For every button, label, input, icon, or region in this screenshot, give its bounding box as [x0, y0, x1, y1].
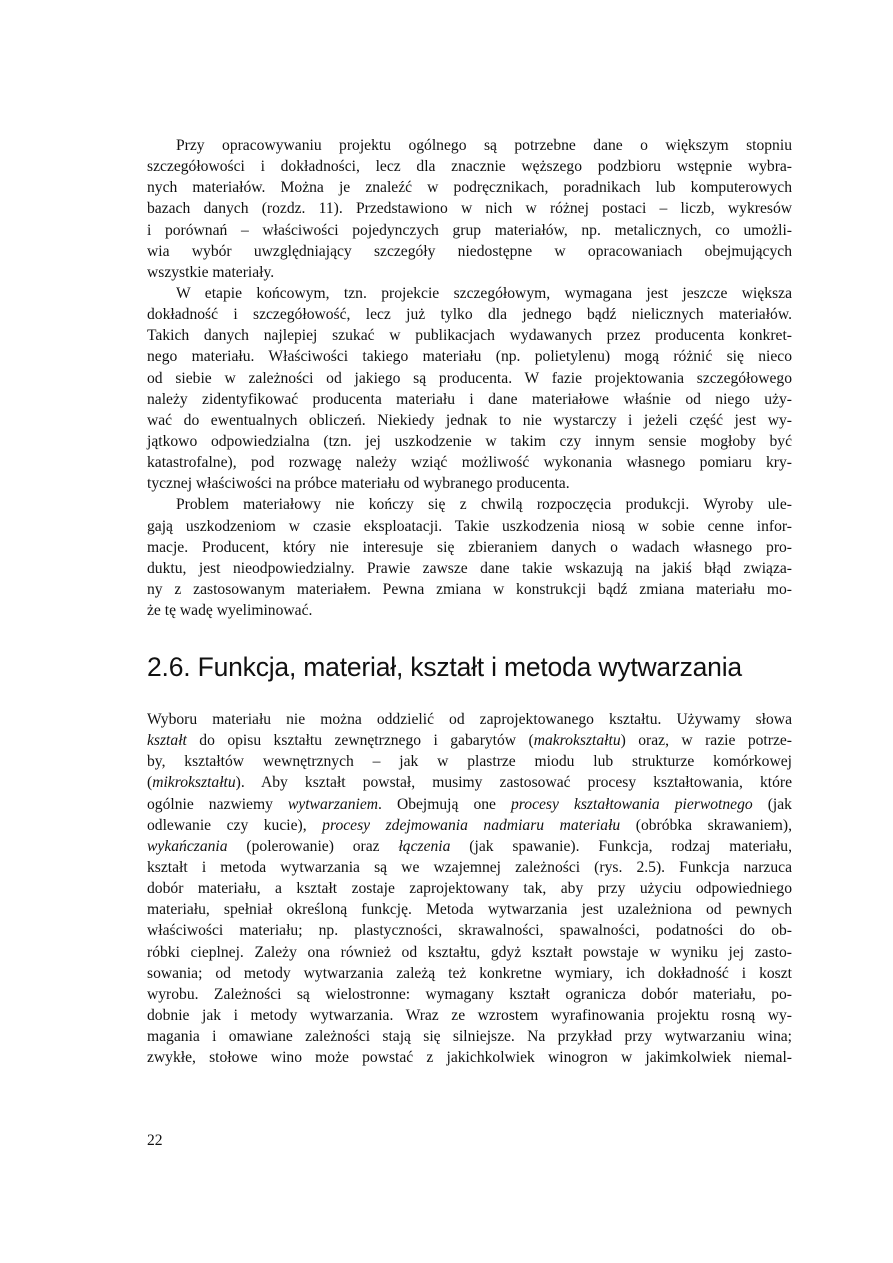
text-segment: (polerowanie) oraz — [227, 837, 399, 855]
italic-term: procesy kształtowania pierwotnego — [511, 795, 753, 813]
text-line: W etapie końcowym, tzn. projekcie szczegółowym, wymagana jest jeszcze większa — [176, 284, 792, 302]
text-segment: ( — [147, 774, 153, 792]
text-segment: (jak — [752, 795, 792, 813]
text-line: Przy opracowywaniu projektu ogólnego są potrzebne dane o większym stopniu — [176, 137, 792, 154]
text-line: i porównań – właściwości pojedynczych grup materiałów, np. metalicznych, co umożli- — [147, 221, 792, 239]
text-segment: odlewanie czy kucie), — [147, 816, 323, 834]
italic-term: łączenia — [398, 837, 451, 855]
text-line: magania i omawiane zależności stają się silniejsze. Na przykład przy wytwarzaniu wina; — [147, 1028, 792, 1046]
text-line: dokładność i szczegółowość, lecz już tylko dla jednego bądź nielicznych materiałów. — [147, 306, 792, 324]
text-segment: ). Aby kształt powstał, musimy zastosować procesy kształtowania, które — [235, 774, 792, 792]
italic-term: kształt — [147, 732, 187, 750]
italic-term: mikrokształtu — [152, 774, 236, 792]
text-line: macje. Producent, który nie interesuje się zbieraniem danych o wadach własnego pro- — [147, 538, 792, 556]
text-line: od siebie w zależności od jakiego są producenta. W fazie projektowania szczegółowego — [147, 369, 792, 387]
text-line — [147, 794, 792, 815]
body-text-top — [147, 135, 792, 621]
text-line: dobór materiału, a kształt zostaje zaprojektowany tak, aby przy użyciu odpowiedniego — [147, 880, 792, 898]
text-line: kształt i metoda wytwarzania są we wzajemnej zależności (rys. 2.5). Funkcja narzuca — [147, 858, 792, 876]
text-line: materiału, spełniał określoną funkcję. Metoda wytwarzania jest uzależniona od pewnych — [147, 901, 792, 919]
text-line: katastrofalne), pod rozwagę należy wziąć możliwość wykonania własnego pomiaru kry- — [147, 454, 792, 472]
italic-term: wykańczania — [147, 837, 228, 855]
text-segment: . Obejmują one — [378, 795, 511, 813]
text-line: jątkowo odpowiedzialna (tzn. jej uszkodzenie w takim czy innym sensie mogłoby być — [147, 432, 792, 450]
text-line: bazach danych (rozdz. 11). Przedstawiono w nich w różnej postaci – liczb, wykresów — [147, 200, 792, 218]
text-line: nego materiału. Właściwości takiego materiału (np. polietylenu) mogą różnić się nieco — [147, 348, 792, 366]
text-line: wyrobu. Zależności są wielostronne: wymagany kształt ogranicza dobór materiału, po- — [147, 985, 792, 1003]
section-number: 2.6. — [147, 652, 191, 682]
text-line: Problem materiałowy nie kończy się z chwilą rozpoczęcia produkcji. Wyroby ule- — [176, 496, 792, 514]
text-line: zwykłe, stołowe wino może powstać z jakichkolwiek winogron w jakimkolwiek niemal- — [147, 1049, 792, 1067]
text-line: wać do ewentualnych obliczeń. Niekiedy jednak to nie wystarczy i jeżeli część jest wy- — [147, 411, 792, 429]
italic-term: wytwarzaniem — [287, 795, 379, 813]
text-line — [147, 836, 792, 857]
body-text-section — [147, 709, 792, 1068]
italic-term: makrokształtu — [533, 732, 621, 750]
text-segment: ogólnie nazwiemy — [147, 795, 288, 813]
text-segment: (obróbka skrawaniem), — [620, 816, 793, 834]
text-line: tycznej właściwości na próbce materiału od wybranego producenta. — [147, 475, 570, 493]
text-segment: (jak spawanie). Funkcja, rodzaj materiału, — [450, 837, 792, 855]
text-line — [147, 815, 792, 836]
italic-term: procesy zdejmowania nadmiaru materiału — [322, 816, 621, 834]
text-line: gają uszkodzeniom w czasie eksploatacji. Takie uszkodzenia niosą w sobie cenne infor- — [147, 517, 792, 535]
text-line: róbki cieplnej. Zależy ona również od kształtu, gdyż kształt powstaje w wyniku jej zasto- — [147, 943, 792, 961]
text-line: dobnie jak i metody wytwarzania. Wraz ze wzrostem wyrafinowania projektu rosną wy- — [147, 1006, 792, 1024]
text-line: sowania; od metody wytwarzania zależą też konkretne wymiary, ich dokładność i koszt — [147, 964, 792, 982]
text-line: nych materiałów. Można je znaleźć w podręcznikach, poradnikach lub komputerowych — [147, 179, 792, 197]
text-line: należy zidentyfikować producenta materiału i dane materiałowe właśnie od niego uży- — [147, 390, 792, 408]
text-line: duktu, jest nieodpowiedzialny. Prawie zawsze dane takie wskazują na jakiś błąd związa- — [147, 559, 792, 577]
section-heading — [147, 652, 742, 683]
text-line: Wyboru materiału nie można oddzielić od zaprojektowanego kształtu. Używamy słowa — [147, 711, 792, 728]
text-line: wszystkie materiały. — [147, 263, 275, 281]
text-line — [147, 772, 792, 793]
section-title: Funkcja, materiał, kształt i metoda wytwarzania — [197, 652, 742, 682]
text-line: ny z zastosowanym materiałem. Pewna zmiana w konstrukcji bądź zmiana materiału mo- — [147, 580, 792, 598]
text-segment: ) oraz, w razie potrze- — [620, 732, 792, 750]
text-line: Takich danych najlepiej szukać w publikacjach wydawanych przez producenta konkret- — [147, 327, 792, 345]
text-line: by, kształtów wewnętrznych – jak w plastrze miodu lub strukturze komórkowej — [147, 753, 792, 771]
text-line: że tę wadę wyeliminować. — [147, 602, 313, 620]
page-number: 22 — [147, 1132, 163, 1149]
text-line: wia wybór uwzględniający szczegóły niedostępne w opracowaniach obejmujących — [147, 242, 792, 260]
text-line — [147, 730, 792, 751]
text-line: właściwości materiału; np. plastyczności, skrawalności, spawalności, podatności do ob- — [147, 922, 792, 940]
text-line: szczegółowości i dokładności, lecz dla znacznie węższego podzbioru wstępnie wybra- — [147, 158, 792, 176]
text-segment: do opisu kształtu zewnętrznego i gabarytów ( — [186, 732, 534, 750]
